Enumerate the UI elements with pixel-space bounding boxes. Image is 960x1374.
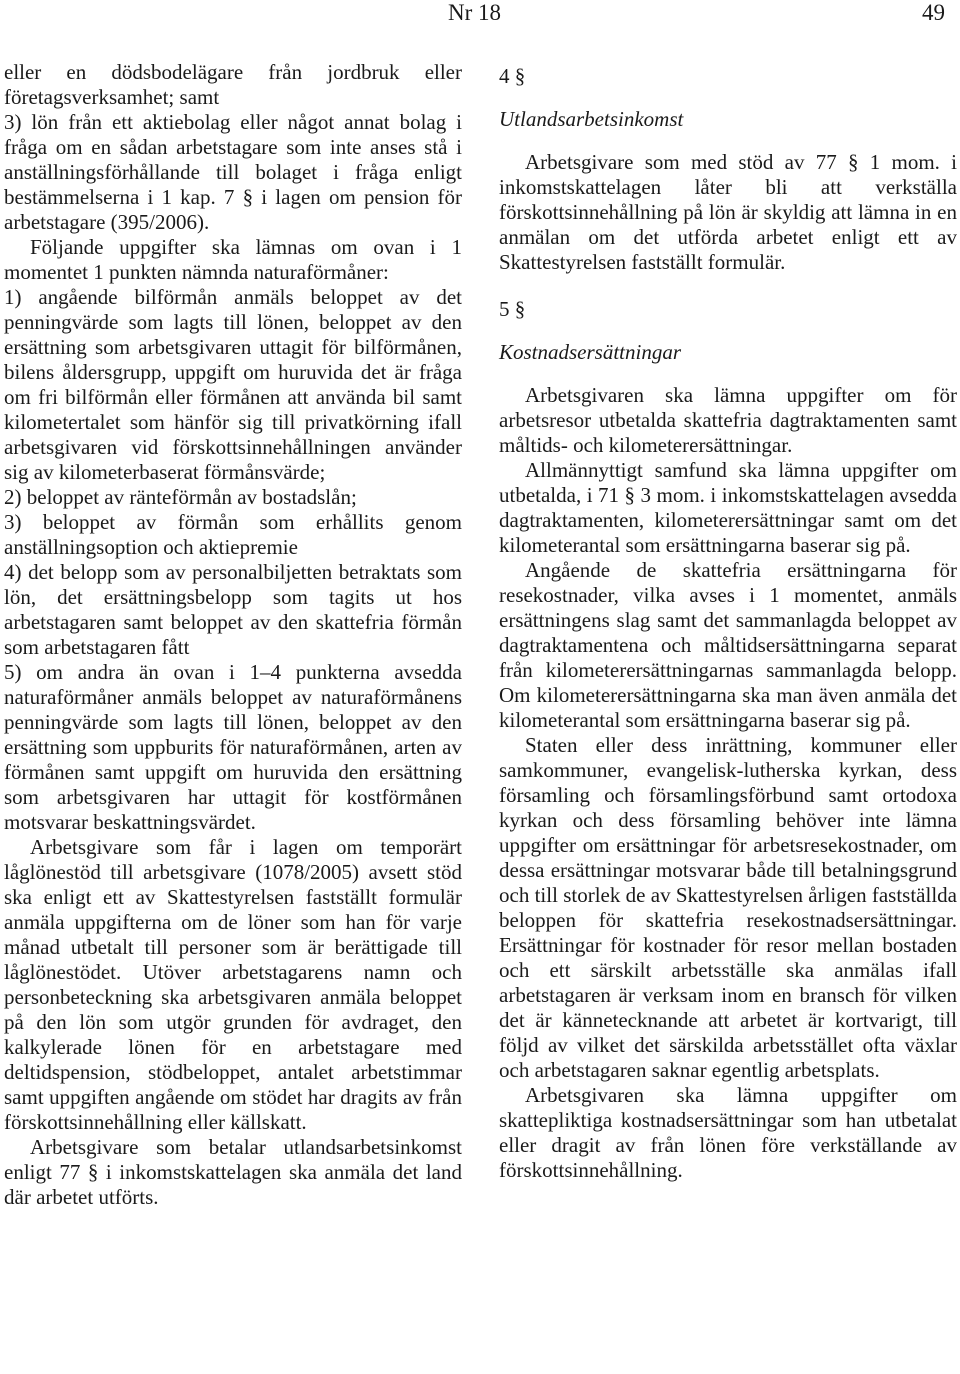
paragraph: Arbetsgivare som med stöd av 77 § 1 mom. i inkomstskattelagen låter bli att verkställa förskottsinnehållning på lön är skyldig att lämna in en anmälan om det utförda arbetet enligt ett av Skattestyrelsen fastställt formulär. — [499, 150, 957, 274]
paragraph: 3) beloppet av förmån som erhållits genom anställningsoption och aktiepremie — [4, 510, 462, 559]
paragraph: Allmännyttigt samfund ska lämna uppgifter om utbetalda, i 71 § 3 mom. i inkomstskattelagen avsedda dagtraktamenten, kilometerersättningar samt om det kilometerantal som ersättningarna baserar sig på. — [499, 458, 957, 557]
paragraph: Staten eller dess inrättning, kommuner eller samkommuner, evangelisk-lutherska kyrkan, dess församling och församlingsförbund samt ortodoxa kyrkan och dess församling behöver inte lämna uppgifter om ersättningar för arbetsresekostnader, om dessa ersättningar motsvarar både till betalningsgrund och till storlek de av Skattestyrelsen årligen fastställda beloppen för skattefria resekostnadsersättningar. Ersättningar för kostnader för resor mellan bostaden och ett särskilt arbetsställe ska anmälas ifall arbetstagaren är verksam inom en bransch för vilken det är kännetecknande att arbetet är kortvarigt, till följd av vilket det särskilda arbetsstället ofta växlar och arbetstagaren saknar egentlig arbetsplats. — [499, 733, 957, 1082]
page-number: 49 — [922, 0, 945, 25]
paragraph: 3) lön från ett aktiebolag eller något annat bolag i fråga om en sådan arbetstagare som inte anses stå i anställningsförhållande till bolaget i fråga enligt bestämmelserna i 1 kap. 7 § i lagen om pension för arbetstagare (395/2006). — [4, 110, 462, 234]
section-4-number: 4 § — [499, 64, 526, 88]
paragraph: Angående de skattefria ersättningarna för resekostnader, vilka avses i 1 momentet, anmäls ersättningens slag samt det sammanlagda beloppet av dagtraktamentena och måltidsersättningarna separat från kilometerersättningarnas sammanlagda belopp. Om kilometerersättningarna ska man även anmäla det kilometerantal som ersättningarna baserar sig på. — [499, 558, 957, 732]
right-column — [499, 64, 957, 1183]
paragraph: Arbetsgivaren ska lämna uppgifter om för arbetsresor utbetalda skattefria dagtraktamenten samt måltids- och kilometerersättningar. — [499, 383, 957, 457]
paragraph: 5) om andra än ovan i 1–4 punkterna avsedda naturaförmåner anmäls beloppet av naturaförmånens penningvärde som lagts till lönen, beloppet av den ersättning som uppburits för naturaförmånen, arten av förmånen samt uppgift om huruvida den ersättning som arbetsgivaren har uttagit för kostförmånen motsvarar beskattningsvärdet. — [4, 660, 462, 834]
paragraph: 1) angående bilförmån anmäls beloppet av det penningvärde som lagts till lönen, beloppet av den ersättning som arbetsgivaren uttagit för bilförmånen, bilens åldersgrupp, uppgift om huruvida det är fråga om fri bilförmån eller förmånen att använda bil samt kilometertalet som hänför sig till privatkörning ifall arbetsgivaren vid förskottsinnehållningen använder sig av kilometerbaserat förmånsvärde; — [4, 285, 462, 484]
section-5-title: Kostnadsersättningar — [499, 340, 682, 364]
paragraph: Arbetsgivaren ska lämna uppgifter om skattepliktiga kostnadsersättningar som han utbetalat eller dragit av från lönen före verkställande av förskottsinnehållning. — [499, 1083, 957, 1182]
paragraph: 4) det belopp som av personalbiljetten betraktats som lön, det ersättningsbelopp som tagits ut hos arbetstagaren samt beloppet av den skattefria förmån som arbetstagaren fått — [4, 560, 462, 659]
section-4-title: Utlandsarbetsinkomst — [499, 107, 684, 131]
paragraph: eller en dödsbodelägare från jordbruk eller företagsverksamhet; samt — [4, 60, 462, 109]
paragraph: Arbetsgivare som får i lagen om temporärt låglönestöd till arbetsgivare (1078/2005) avsett stöd ska enligt ett av Skattestyrelsen fastställt formulär anmäla uppgifterna om de löner som han för varje månad utbetalt till personer som är berättigade till låglönestödet. Utöver arbetstagarens namn och personbeteckning ska arbetsgivaren anmäla beloppet på den lön som utgör grunden för avdraget, den kalkylerade lönen för en arbetstagare med deltidspension, stödbeloppet, antalet arbetstimmar samt uppgiften angående om stödet har dragits av från förskottsinnehållning eller källskatt. — [4, 835, 462, 1134]
left-column — [4, 60, 462, 1210]
issue-number: Nr 18 — [448, 0, 502, 25]
paragraph: Arbetsgivare som betalar utlandsarbetsinkomst enligt 77 § i inkomstskattelagen ska anmäla det land där arbetet utförts. — [4, 1135, 462, 1209]
paragraph: Följande uppgifter ska lämnas om ovan i 1 momentet 1 punkten nämnda naturaförmåner: — [4, 235, 462, 284]
section-5-number: 5 § — [499, 297, 526, 321]
paragraph: 2) beloppet av ränteförmån av bostadslån; — [4, 485, 357, 509]
